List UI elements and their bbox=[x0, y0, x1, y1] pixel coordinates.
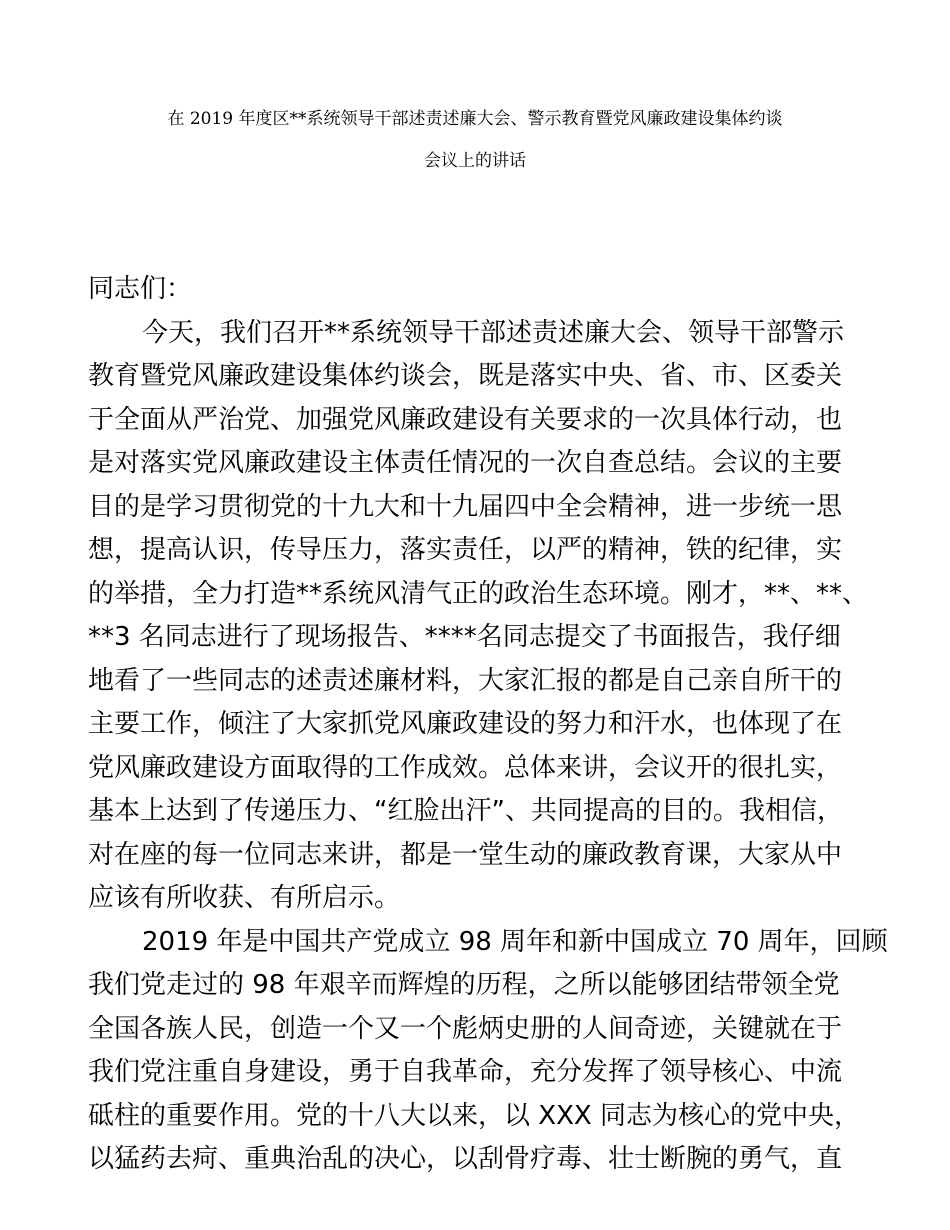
paragraph-line: 党风廉政建设方面取得的工作成效。总体来讲，会议开的很扎实， bbox=[88, 752, 843, 783]
paragraph-line: 教育暨党风廉政建设集体约谈会，既是落实中央、省、市、区委关 bbox=[88, 361, 843, 391]
paragraph-line: 今天，我们召开**系统领导干部述责述廉大会、领导干部警示 bbox=[142, 317, 845, 348]
paragraph-line: 我们党走过的 98 年艰辛而辉煌的历程，之所以能够团结带领全党 bbox=[88, 970, 840, 1000]
paragraph-1 bbox=[88, 312, 908, 921]
paragraph-line: 砥柱的重要作用。党的十八大以来，以 XXX 同志为核心的党中央， bbox=[88, 1100, 860, 1131]
paragraph-line: 是对落实党风廉政建设主体责任情况的一次自查总结。会议的主要 bbox=[88, 448, 843, 478]
document-title-line-2: 会议上的讲话 bbox=[424, 151, 526, 171]
paragraph-line: 基本上达到了传递压力、“红脸出汗”、共同提高的目的。我相信， bbox=[88, 796, 843, 826]
paragraph-line: 应该有所收获、有所启示。 bbox=[88, 883, 401, 913]
paragraph-line: **3 名同志进行了现场报告、****名同志提交了书面报告，我仔细 bbox=[88, 622, 841, 652]
paragraph-line: 对在座的每一位同志来讲，都是一堂生动的廉政教育课，大家从中 bbox=[88, 839, 843, 870]
paragraph-2 bbox=[88, 921, 908, 1182]
paragraph-line: 以猛药去疴、重典治乱的决心，以刮骨疗毒、壮士断腕的勇气，直 bbox=[88, 1144, 843, 1174]
document-title-line-1: 在 2019 年度区**系统领导干部述责述廉大会、警示教育暨党风廉政建设集体约谈 bbox=[167, 109, 783, 129]
salutation: 同志们： bbox=[88, 274, 193, 304]
paragraph-line: 主要工作，倾注了大家抓党风廉政建设的努力和汗水，也体现了在 bbox=[88, 709, 843, 739]
paragraph-line: 我们党注重自身建设，勇于自我革命，充分发挥了领导核心、中流 bbox=[88, 1057, 843, 1087]
paragraph-line: 全国各族人民，创造一个又一个彪炳史册的人间奇迹，关键就在于 bbox=[88, 1013, 843, 1044]
document-body bbox=[88, 268, 908, 1182]
paragraph-line: 于全面从严治党、加强党风廉政建设有关要求的一次具体行动，也 bbox=[88, 404, 843, 435]
paragraph-line: 2019 年是中国共产党成立 98 周年和新中国成立 70 周年，回顾 bbox=[142, 926, 888, 957]
paragraph-line: 目的是学习贯彻党的十九大和十九届四中全会精神，进一步统一思 bbox=[88, 491, 843, 522]
paragraph-line: 地看了一些同志的述责述廉材料，大家汇报的都是自己亲自所干的 bbox=[88, 665, 843, 696]
paragraph-line: 想，提高认识，传导压力，落实责任，以严的精神，铁的纪律，实 bbox=[88, 535, 843, 565]
paragraph-line: 的举措，全力打造**系统风清气正的政治生态环境。刚才，**、**、 bbox=[88, 578, 869, 609]
